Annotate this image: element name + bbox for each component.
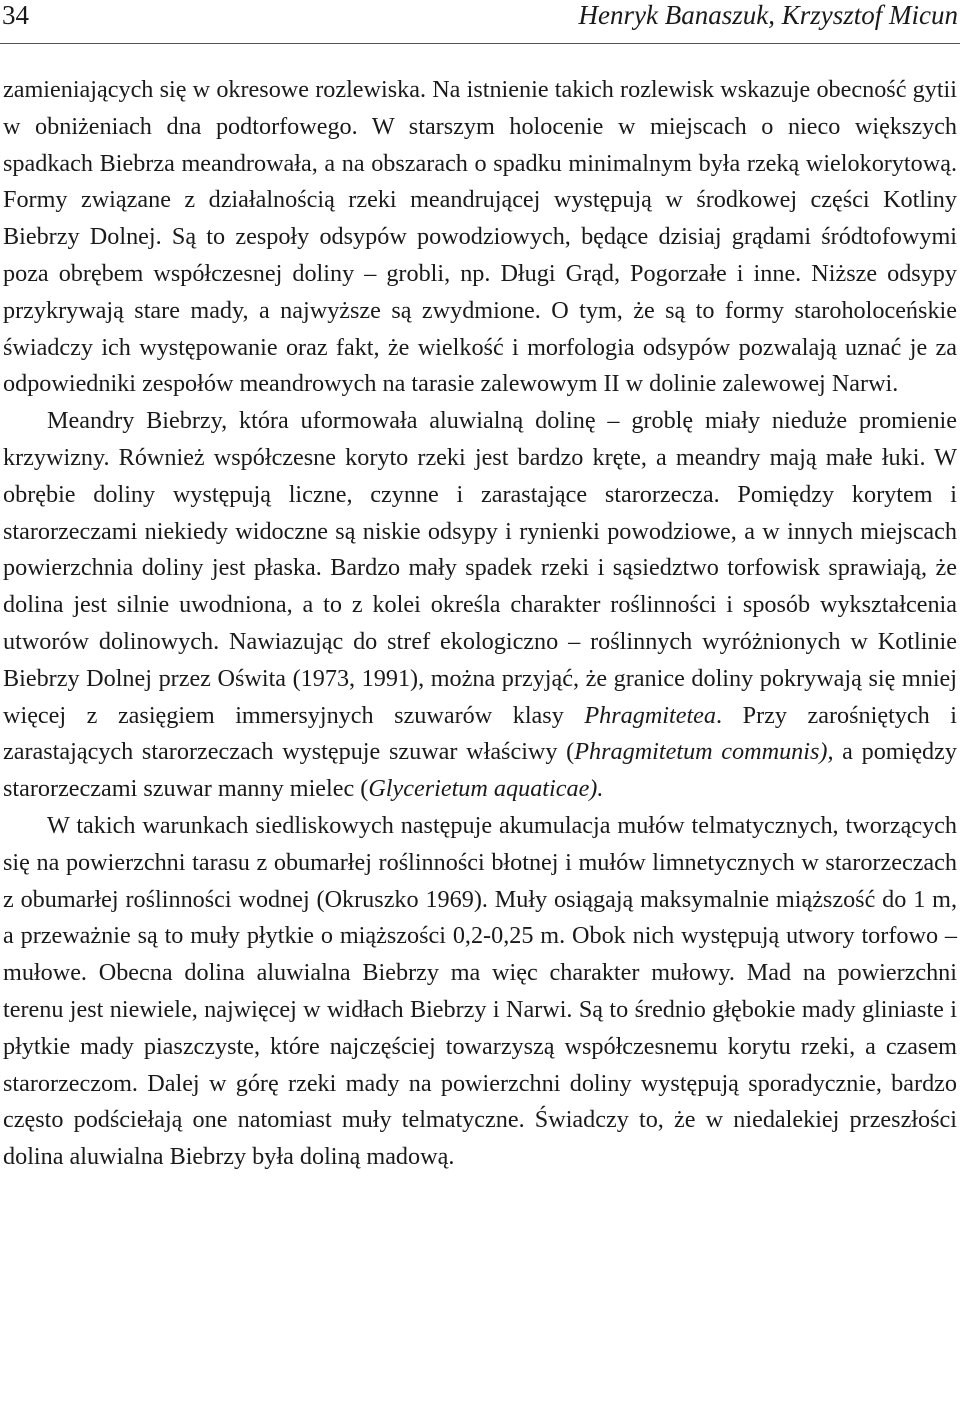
taxon-phragmitetea: Phragmitetea: [584, 701, 717, 729]
taxon-phragmitetum-communis: Phragmitetum communis),: [574, 738, 834, 766]
header-rule: [0, 43, 960, 44]
paragraph-2-text-2: . Przy zarośniętych i zarastających starorzeczach występuje szuwar właściwy (: [3, 701, 957, 766]
paragraph-2-text-1: Meandry Biebrzy, która uformowała aluwialną dolinę – groblę miały nieduże promienie krzywizny. Również współczesne koryto rzeki jest bardzo kręte, a meandry mają małe łuki. W obrębie doliny występują liczne, czynne i zarastające starorzecza. Pomiędzy korytem i starorzeczami niekiedy widoczne są niskie odsypy i rynienki powodziowe, a w innych miejscach powierzchnia doliny jest płaska. Bardzo mały spadek rzeki i sąsiedztwo torfowisk sprawiają, że dolina jest silnie uwodniona, a to z kolei określa charakter roślinności i sposób wykształcenia utworów dolinowych. Nawiazując do stref ekologiczno – roślinnych wyróżnionych w Kotlinie Biebrzy Dolnej przez Oświta (1973, 1991), można przyjąć, że granice doliny pokrywają się mniej więcej z zasięgiem immersyjnych szuwarów klasy: [3, 407, 957, 729]
paragraph-2-text-3: a pomiędzy starorzeczami szuwar manny mielec (: [3, 738, 957, 803]
paragraph-3-text: W takich warunkach siedliskowych następuje akumulacja mułów telmatycznych, tworzących się na powierzchni tarasu z obumarłej roślinności błotnej i mułów limnetycznych w starorzeczach z obumarłej roślinności wodnej (Okruszko 1969). Muły osiągają maksymalnie miąższość do 1 m, a przeważnie są to muły płytkie o miąższości 0,2-0,25 m. Obok nich występują utwory torfowo – mułowe. Obecna dolina aluwialna Biebrzy ma więc charakter mułowy. Mad na powierzchni terenu jest niewiele, najwięcej w widłach Biebrzy i Narwi. Są to średnio głębokie mady gliniaste i płytkie mady piaszczyste, które najczęściej towarzyszą współczesnemu korytu rzeki, a czasem starorzeczom. Dalej w górę rzeki mady na powierzchni doliny występują sporadycznie, bardzo często podściełają one natomiast muły telmatyczne. Świadczy to, że w niedalekiej przeszłości dolina aluwialna Biebrzy była doliną madową.: [3, 811, 957, 1171]
page-number: 34: [2, 0, 29, 30]
body-text: [3, 72, 957, 1176]
paragraph-1-text: zamieniających się w okresowe rozlewiska. Na istnienie takich rozlewisk wskazuje obecność gytii w obniżeniach dna podtorfowego. W starszym holocenie w miejscach o nieco większych spadkach Biebrza meandrowała, a na obszarach o spadku minimalnym była rzeką wielokorytową. Formy związane z działalnością rzeki meandrującej występują w środkowej części Kotliny Biebrzy Dolnej. Są to zespoły odsypów powodziowych, będące dzisiaj grądami śródtofowymi poza obrębem współczesnej doliny – grobli, np. Długi Grąd, Pogorzałe i inne. Niższe odsypy przykrywają stare mady, a najwyższe są zwydmione. O tym, że są to formy staroholoceńskie świadczy ich występowanie oraz fakt, że wielkość i morfologia odsypów pozwalają uznać je za odpowiedniki zespołów meandrowych na tarasie zalewowym II w dolinie zalewowej Narwi.: [3, 76, 957, 398]
paragraph-1: [3, 72, 957, 403]
paragraph-3: [3, 808, 957, 1176]
taxon-glycerietum-aquaticae: Glycerietum aquaticae).: [368, 775, 604, 803]
paragraph-2: [3, 403, 957, 808]
page-header: [0, 0, 960, 46]
running-head: Henryk Banaszuk, Krzysztof Micun: [578, 0, 958, 30]
